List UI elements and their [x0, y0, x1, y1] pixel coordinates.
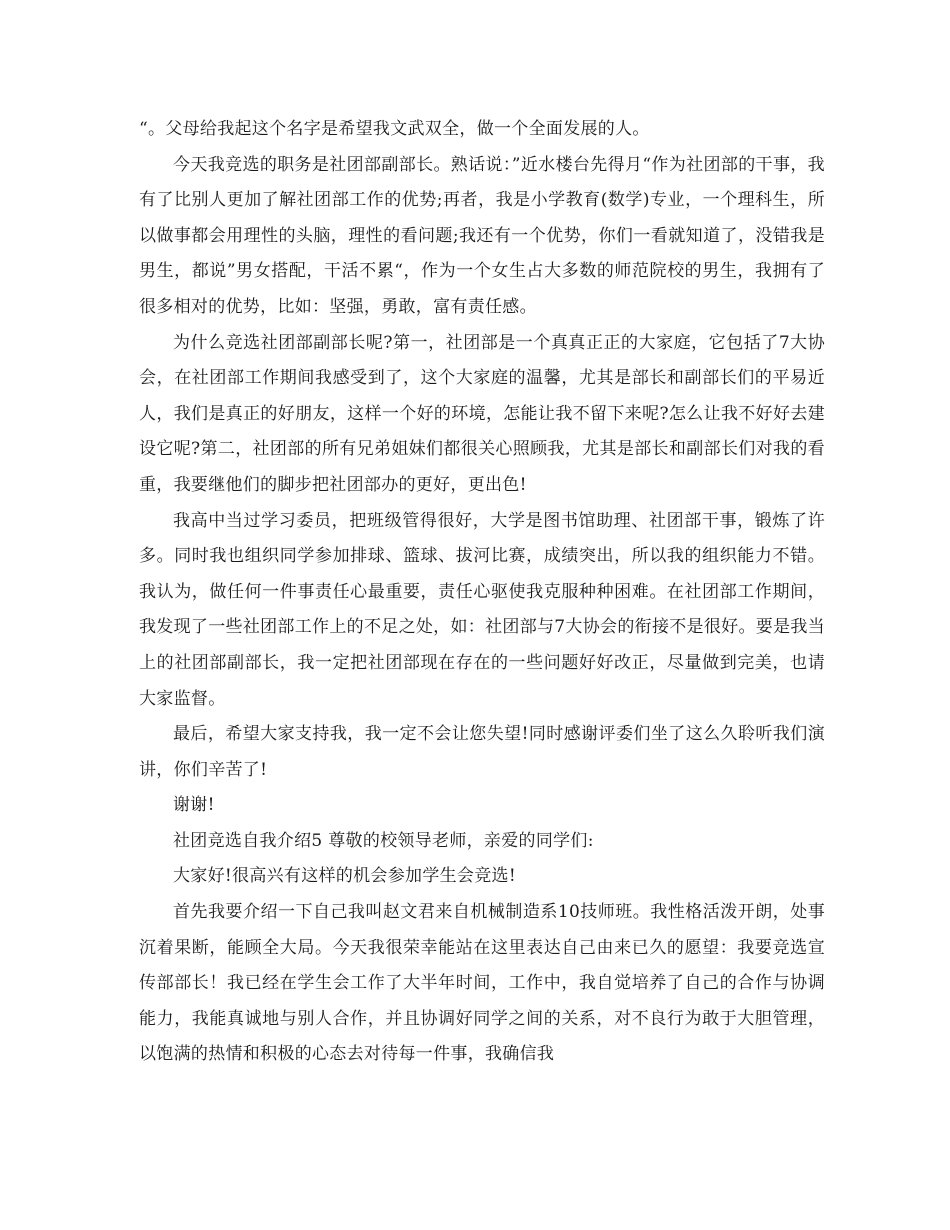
paragraph-4: 我高中当过学习委员，把班级管得很好，大学是图书馆助理、社团部干事，锻炼了许多。同时我也组织同学参加排球、篮球、拔河比赛，成绩突出，所以我的组织能力不错。我认为，做任何一件事责任心最重要，责任心驱使我克服种种困难。在社团部工作期间，我发现了一些社团部工作上的不足之处，如：社团部与7大协会的衔接不是很好。要是我当上的社团部副部长，我一定把社团部现在存在的一些问题好好改正，尽量做到完美，也请大家监督。	[139, 510, 825, 709]
paragraph-7: 社团竞选自我介绍5 尊敬的校领导老师，亲爱的同学们:	[173, 830, 594, 851]
paragraph-3: 为什么竞选社团部副部长呢?第一，社团部是一个真真正正的大家庭，它包括了7大协会，在社团部工作期间我感受到了，这个大家庭的温馨，尤其是部长和副部长们的平易近人，我们是真正的好朋友，这样一个好的环境，怎能让我不留下来呢?怎么让我不好好去建设它呢?第二，社团部的所有兄弟姐妹们都很关心照顾我，尤其是部长和副部长们对我的看重，我要继他们的脚步把社团部办的更好，更出色!	[139, 332, 825, 495]
paragraph-5: 最后，希望大家支持我，我一定不会让您失望!同时感谢评委们坐了这么久聆听我们演讲，你们辛苦了!	[139, 724, 825, 780]
paragraph-2: 今天我竞选的职务是社团部副部长。熟话说：”近水楼台先得月“作为社团部的干事，我有了比别人更加了解社团部工作的优势;再者，我是小学教育(数学)专业，一个理科生，所以做事都会用理性的头脑，理性的看问题;我还有一个优势，你们一看就知道了，没错我是男生，都说”男女搭配，干活不累“，作为一个女生占大多数的师范院校的男生，我拥有了很多相对的优势，比如：坚强，勇敢，富有责任感。	[139, 154, 825, 317]
document-body	[139, 112, 825, 1073]
paragraph-1: “。父母给我起这个名字是希望我文武双全，做一个全面发展的人。	[139, 119, 650, 139]
paragraph-6: 谢谢!	[173, 795, 215, 816]
paragraph-8: 大家好!很高兴有这样的机会参加学生会竞选!	[173, 866, 516, 887]
paragraph-9: 首先我要介绍一下自己我叫赵文君来自机械制造系10技师班。我性格活泼开朗，处事沉着果断，能顾全大局。今天我很荣幸能站在这里表达自己由来已久的愿望：我要竞选宣传部部长！我已经在学生会工作了大半年时间，工作中，我自觉培养了自己的合作与协调能力，我能真诚地与别人合作，并且协调好同学之间的关系，对不良行为敢于大胆管理，以饱满的热情和积极的心态去对待每一件事，我确信我	[139, 902, 825, 1065]
